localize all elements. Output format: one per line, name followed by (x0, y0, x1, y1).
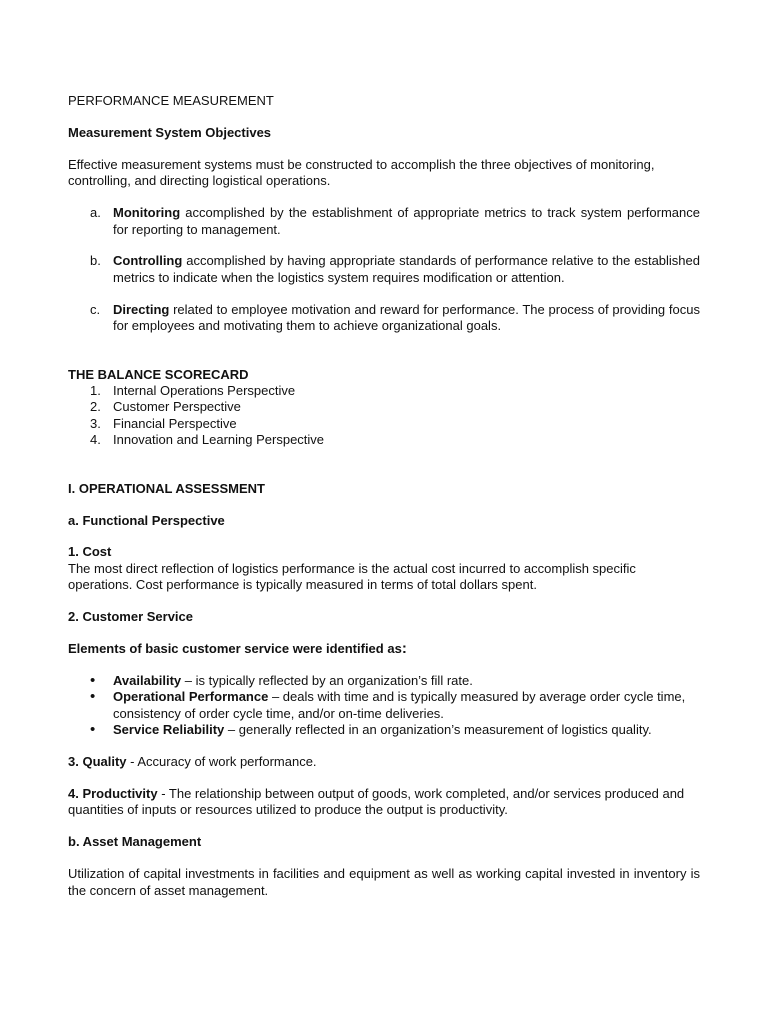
list-marker: b. (90, 253, 101, 269)
list-item-content (113, 722, 700, 738)
quality-text: - Accuracy of work performance. (126, 754, 317, 770)
productivity-text: - The relationship between output of goods, work completed, and/or services produced and quantities of inputs or resources utilized to produce the output is productivity. (68, 785, 685, 818)
operational-heading: I. OPERATIONAL ASSESSMENT (68, 480, 265, 496)
document-title: PERFORMANCE MEASUREMENT (68, 93, 274, 108)
element-term: Operational Performance (113, 689, 269, 705)
list-marker: 4. (90, 432, 101, 448)
list-item-content (113, 253, 700, 286)
objective-text: accomplished by having appropriate standards of performance relative to the established metrics to indicate when the logistics system requires modification or attention. (113, 253, 700, 285)
productivity-paragraph (68, 786, 700, 819)
service-element-item (90, 689, 700, 722)
list-item-content (113, 689, 700, 722)
service-element-item (90, 673, 700, 689)
objective-term: Monitoring (113, 205, 181, 221)
quality-term: 3. Quality (68, 754, 127, 770)
objective-item-monitoring (90, 205, 700, 238)
element-text: – generally reflected in an organization’s measurement of logistics quality. (224, 722, 652, 738)
objectives-intro: Effective measurement systems must be constructed to accomplish the three objectives of monitoring, controlling, and directing logistical operations. (68, 156, 655, 189)
element-text: – is typically reflected by an organization’s fill rate. (181, 672, 473, 688)
objective-text: accomplished by the establishment of appropriate metrics to track system performance for reporting to management. (113, 205, 700, 237)
list-marker: 1. (90, 382, 101, 398)
scorecard-item (90, 383, 700, 399)
elements-heading-colon: : (401, 640, 407, 658)
objective-term: Controlling (113, 253, 183, 269)
objective-text: related to employee motivation and reward for performance. The process of providing focus for employees and motivating them to achieve organizational goals. (113, 301, 700, 334)
list-marker: 3. (90, 415, 101, 431)
service-element-item (90, 722, 700, 738)
scorecard-item (90, 399, 700, 415)
scorecard-item-text: Customer Perspective (113, 399, 241, 415)
asset-management-text: Utilization of capital investments in facilities and equipment as well as working capital invested in inventory is the concern of asset management. (68, 866, 700, 898)
list-item-content (113, 673, 700, 689)
customer-service-heading: 2. Customer Service (68, 609, 194, 625)
document-page (68, 93, 700, 899)
bullet-icon: • (90, 721, 96, 739)
objective-item-directing (90, 302, 700, 335)
elements-heading (68, 641, 700, 657)
functional-heading: a. Functional Perspective (68, 512, 225, 528)
list-item-content (113, 302, 700, 335)
list-item-content (113, 205, 700, 238)
bullet-icon: • (90, 671, 96, 689)
objective-term: Directing (113, 301, 170, 317)
list-marker: a. (90, 205, 101, 221)
scorecard-item-text: Innovation and Learning Perspective (113, 432, 325, 448)
productivity-term: 4. Productivity (68, 785, 158, 801)
cost-text: The most direct reflection of logistics performance is the actual cost incurred to accomplish specific operations. Cost performance is typically measured in terms of total dollars spent. (68, 560, 636, 593)
scorecard-item-text: Internal Operations Perspective (113, 382, 296, 398)
bullet-icon: • (90, 688, 96, 706)
list-marker: c. (90, 301, 101, 317)
scorecard-item-text: Financial Perspective (113, 415, 237, 431)
objective-item-controlling (90, 253, 700, 286)
element-term: Availability (113, 672, 182, 688)
element-text: – deals with time and is typically measured by average order cycle time, consistency of order cycle time, and/or on-time deliveries. (113, 689, 686, 721)
objectives-heading: Measurement System Objectives (68, 124, 272, 140)
elements-heading-text: Elements of basic customer service were identified as (68, 641, 402, 657)
list-marker: 2. (90, 399, 101, 415)
quality-paragraph (68, 754, 700, 770)
asset-management-heading: b. Asset Management (68, 834, 202, 850)
scorecard-item (90, 432, 700, 448)
scorecard-heading: THE BALANCE SCORECARD (68, 366, 249, 382)
element-term: Service Reliability (113, 722, 225, 738)
cost-heading: 1. Cost (68, 544, 112, 560)
scorecard-item (90, 416, 700, 432)
